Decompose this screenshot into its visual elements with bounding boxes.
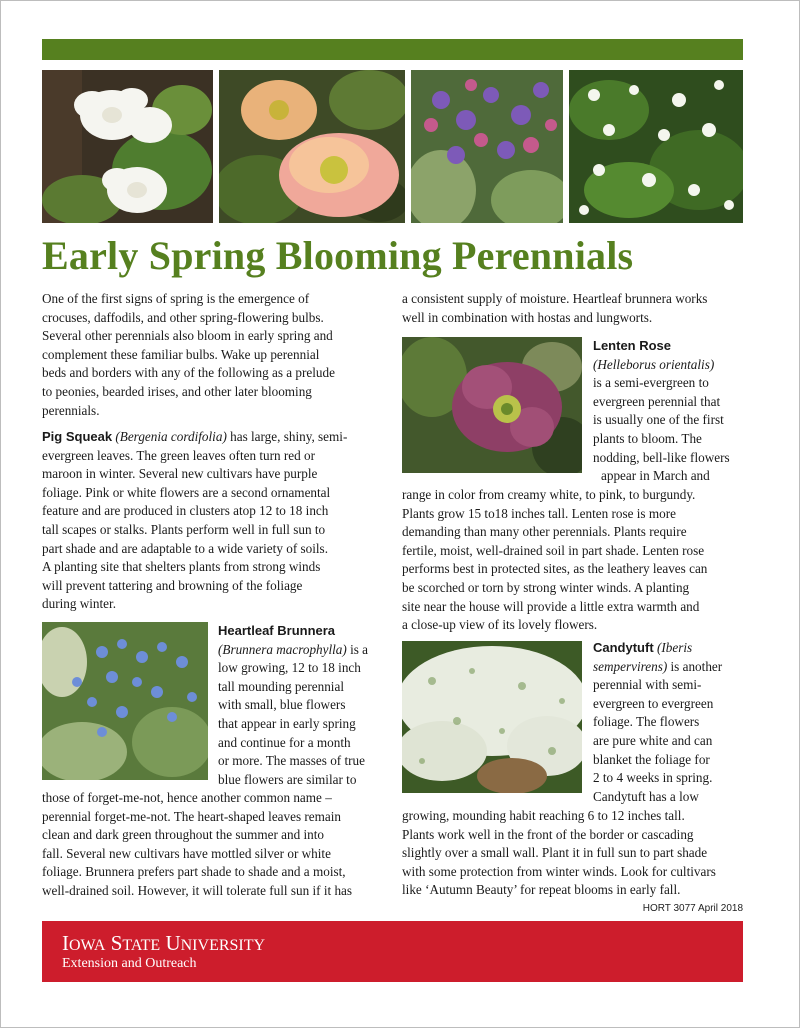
text-line: feature and are produced in clusters atop 12 to 18 inch bbox=[42, 503, 329, 519]
header-bar bbox=[42, 39, 743, 60]
text-line: growing, mounding habit reaching 6 to 12 inches tall. bbox=[402, 808, 685, 823]
brunnera-column-two bbox=[402, 290, 707, 327]
text-line: is a semi-evergreen to bbox=[593, 375, 709, 391]
text-line bbox=[593, 658, 722, 677]
text-fragment: OWA bbox=[69, 937, 106, 954]
text-line: part shade and are adaptable to a wide variety of soils. bbox=[42, 540, 328, 556]
text-line: plants to bloom. The bbox=[593, 430, 702, 446]
lenten-rose-continued bbox=[402, 486, 707, 635]
text-line: a close-up view of its lovely flowers. bbox=[402, 617, 598, 633]
brunnera-heading: Heartleaf Brunnera bbox=[218, 623, 336, 638]
text-line: that appear in early spring bbox=[218, 715, 356, 731]
text-line: perennial with semi- bbox=[593, 677, 702, 693]
text-line bbox=[42, 428, 347, 447]
text-line: beds and borders with any of the following as a prelude bbox=[42, 365, 335, 381]
text-line: foliage. Pink or white flowers are a second ornamental bbox=[42, 484, 331, 500]
text-line: well-drained soil. However, it will tolerate full sun if it has bbox=[42, 882, 353, 898]
text-line: One of the first signs of spring is the emergence of bbox=[42, 291, 310, 306]
text-line: are pure white and can bbox=[593, 732, 713, 748]
brunnera-continued bbox=[42, 789, 352, 901]
footer-bar bbox=[42, 921, 743, 982]
text-line: site near the house will provide a little extra warmth and bbox=[402, 598, 700, 614]
text-line: like ‘Autumn Beauty’ for repeat blooms in early fall. bbox=[402, 882, 681, 898]
text-line: 2 to 4 weeks in spring. bbox=[593, 770, 713, 786]
text-fragment: S bbox=[110, 931, 123, 955]
lenten-rose-section bbox=[593, 337, 730, 486]
text-line: slightly over a small wall. Plant it in full sun to part shade bbox=[402, 845, 708, 861]
text-line: performs best in protected sites, as the leathery leaves can bbox=[402, 561, 708, 577]
text-line: with small, blue flowers bbox=[218, 697, 346, 713]
text-line: evergreen to evergreen bbox=[593, 695, 714, 711]
text-line: perennials. bbox=[42, 402, 100, 418]
brunnera-section bbox=[218, 622, 368, 789]
lenten-rose-heading: Lenten Rose bbox=[593, 338, 672, 353]
text-line: be scorched or torn by strong winter winds. A planting bbox=[402, 579, 690, 595]
brunnera-scientific-name: (Brunnera macrophylla) bbox=[218, 641, 347, 657]
candytuft-continued bbox=[402, 807, 716, 900]
trillium-photo bbox=[569, 70, 743, 223]
publication-code: HORT 3077 April 2018 bbox=[642, 903, 743, 914]
text-line: crocuses, daffodils, and other spring-flowering bulbs. bbox=[42, 309, 324, 325]
pig-squeak-heading: Pig Squeak bbox=[42, 429, 113, 444]
text-line: foliage. Brunnera prefers part shade to shade and a moist, bbox=[42, 864, 346, 880]
text-fragment: NIVERSITY bbox=[180, 937, 266, 954]
text-line: blue flowers are similar to bbox=[218, 771, 357, 787]
lenten-rose-scientific-name: (Helleborus orientalis) bbox=[593, 356, 715, 372]
text-line: is usually one of the first bbox=[593, 412, 724, 428]
text-line: demanding than many other perennials. Plants require bbox=[402, 524, 687, 540]
bloodroot-photo bbox=[42, 70, 213, 223]
text-line bbox=[218, 641, 368, 660]
text-line: during winter. bbox=[42, 596, 116, 612]
text-line: range in color from creamy white, to pink, to burgundy. bbox=[402, 487, 696, 502]
text-line: a consistent supply of moisture. Heartleaf brunnera works bbox=[402, 291, 708, 306]
text-line: evergreen leaves. The green leaves often turn red or bbox=[42, 447, 316, 463]
lenten-rose-photo bbox=[402, 337, 582, 473]
text-line: clean and dark green throughout the summer and into bbox=[42, 827, 324, 843]
text-fragment: TATE bbox=[122, 937, 161, 954]
text-fragment: appear in March and bbox=[601, 468, 710, 484]
university-name bbox=[62, 932, 265, 957]
candytuft-scientific-name: (Iberis bbox=[656, 640, 693, 655]
text-line: nodding, bell-like flowers bbox=[593, 449, 730, 465]
candytuft-photo bbox=[402, 641, 582, 793]
text-fragment: I bbox=[62, 931, 69, 955]
text-line bbox=[593, 467, 730, 486]
extension-outreach-label: Extension and Outreach bbox=[62, 956, 197, 971]
text-fragment: is a bbox=[346, 641, 369, 657]
text-fragment: U bbox=[165, 931, 181, 955]
text-line: or more. The masses of true bbox=[218, 753, 365, 769]
candytuft-scientific-name-2: sempervirens) bbox=[593, 658, 668, 674]
text-line: low growing, 12 to 18 inch bbox=[218, 660, 361, 676]
text-line: perennial forget-me-not. The heart-shaped leaves remain bbox=[42, 808, 342, 824]
intro-paragraph bbox=[42, 290, 335, 420]
lungwort-photo bbox=[411, 70, 563, 223]
text-line: fertile, moist, well-drained soil in part shade. Lenten rose bbox=[402, 542, 705, 558]
text-line bbox=[593, 356, 730, 375]
text-line: to peonies, bearded irises, and other later blooming bbox=[42, 383, 312, 399]
pig-squeak-scientific-name: (Bergenia cordifolia) bbox=[115, 429, 227, 444]
text-line: tall scapes or stalks. Plants perform well in full sun to bbox=[42, 521, 326, 537]
text-line: Plants work well in the front of the border or cascading bbox=[402, 826, 694, 842]
text-line: maroon in winter. Several new cultivars have purple bbox=[42, 466, 318, 482]
text-line: A planting site that shelters plants from strong winds bbox=[42, 559, 321, 575]
text-line: evergreen perennial that bbox=[593, 393, 721, 409]
text-line: well in combination with hostas and lungworts. bbox=[402, 309, 653, 325]
text-line: Several other perennials also bloom in early spring and bbox=[42, 328, 333, 344]
brunnera-photo bbox=[42, 622, 208, 780]
page-title: Early Spring Blooming Perennials bbox=[42, 233, 634, 278]
hellebore-photo bbox=[219, 70, 405, 223]
text-line: Plants grow 15 to18 inches tall. Lenten rose is more bbox=[402, 505, 676, 521]
text-line: and continue for a month bbox=[218, 734, 351, 750]
candytuft-heading: Candytuft bbox=[593, 640, 654, 655]
text-line: foliage. The flowers bbox=[593, 714, 700, 730]
text-line: blanket the foliage for bbox=[593, 751, 710, 767]
candytuft-section bbox=[593, 639, 722, 806]
text-fragment: has large, shiny, semi- bbox=[226, 429, 348, 444]
text-line: fall. Several new cultivars have mottled silver or white bbox=[42, 845, 331, 861]
text-line: tall mounding perennial bbox=[218, 678, 344, 694]
text-line: complement these familiar bulbs. Wake up perennial bbox=[42, 346, 320, 362]
text-line: will prevent tattering and browning of the foliage bbox=[42, 577, 303, 593]
pig-squeak-section bbox=[42, 428, 347, 614]
text-line: those of forget-me-not, hence another common name – bbox=[42, 790, 332, 805]
text-line bbox=[593, 639, 722, 658]
text-fragment: is another bbox=[667, 658, 723, 674]
text-line: Candytuft has a low bbox=[593, 788, 699, 804]
text-line: with some protection from winter winds. Look for cultivars bbox=[402, 863, 716, 879]
